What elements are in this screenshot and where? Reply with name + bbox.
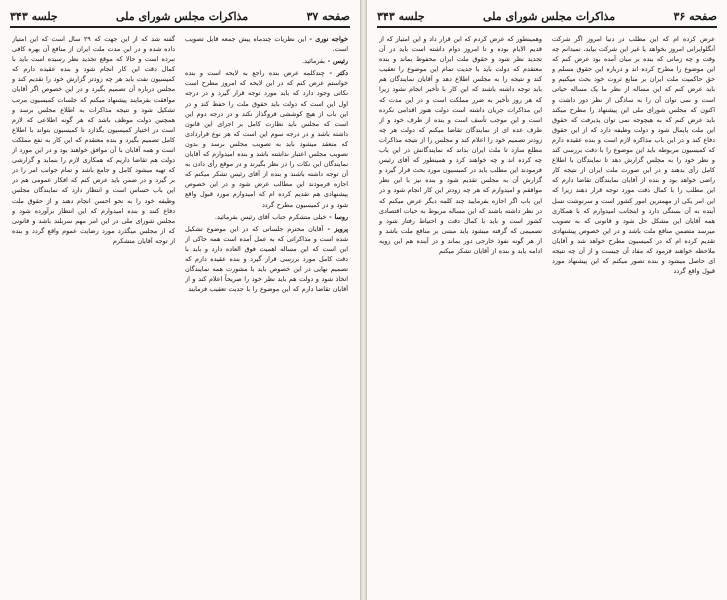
right-page-column-right — [552, 34, 715, 592]
paragraph — [12, 34, 175, 246]
paragraph-text: وهمینطور که عرض کردم که این قرار داد و این امتیاز که از قدیم الایام بوده و تا امروز دوام داشته است باید در آن تجدید نظر شود و حقوق ملت ایران محفوظ بماند و بنده معتقدم که دولت باید با جدیت تمام این موضوع را تعقیب کند و نتیجه را به مجلس اطلاع دهد و آقایان نمایندگان هم باید توجه داشته باشند که این کار با تأخیر انجام نشود زیرا که هر روز تأخیر به ضرر مملکت است و در این مدت که این مذاکرات جریان داشته است دولت هنوز اقدامی نکرده است و این موجب تأسف است و بنده از طرف خود و از طرف عده ای از نمایندگان تقاضا میکنم که دولت هر چه زودتر تصمیم خود را اعلام کند و مجلس را از نتیجه مذاکرات مطلع سازد تا ملت ایران بداند که نمایندگانش در این باب چه کرده اند و چه خواهند کرد و همینطور که آقای رئیس فرمودند این مطلب باید در کمیسیون مورد بحث قرار گیرد و گزارش آن به مجلس تقدیم شود و بنده نیز با این نظر موافقم و امیدوارم که هر چه زودتر این کار انجام شود و در این باب اگر اجازه بفرمایید چند کلمه دیگر عرض میکنم که در نظر داشته باشند که این مساله مربوط به حیات اقتصادی کشور است و باید با کمال دقت و احتیاط رفتار شود و تصمیمی که گرفته میشود باید مبتنی بر منافع ملت باشد و از هر گونه نفوذ خارجی دور بماند و در آینده هم این رویه ادامه یابد و بنده از آقایان تشکر میکنم — [379, 35, 542, 255]
left-page-column-left — [12, 34, 175, 592]
right-page-title: مذاکرات مجلس شورای ملی — [483, 9, 616, 23]
left-page-header — [10, 6, 350, 28]
paragraph-text: گفته شد که از این جهت که ۲۹ سال است که این امتیاز داده شده و در این مدت ملت ایران از منافع آن بهره کافی نبرده است و حالا که موقع تجدید نظر رسیده است باید با کمال دقت این کار انجام شود و بنده عقیده دارم که کمیسیون نفت باید هر چه زودتر گزارش خود را تقدیم کند و مجلس درباره آن تصمیم بگیرد و در این خصوص اگر آقایان موافقت بفرمایند پیشنهاد میکنم که جلسات کمیسیون مرتب تشکیل شود و نتیجه مذاکرات به اطلاع مجلس برسد و همچنین دولت موظف باشد که هر گونه اطلاعی که لازم است در اختیار کمیسیون بگذارد تا کمیسیون بتواند با اطلاع کامل تصمیم بگیرد و بنده معتقدم که این کار به نفع مملکت است و همه آقایان با آن موافق خواهند بود و در این مورد از دولت هم تقاضا داریم که همکاری لازم را بنماید و گزارشی که تهیه میشود کامل و جامع باشد و تمام جوانب امر را در بر گیرد و در ضمن باید عرض کنم که افکار عمومی هم در این باب حساس است و انتظار دارد که نمایندگان مجلس وظیفه خود را به نحو احسن انجام دهند و از حقوق ملت دفاع کنند و بنده امیدوارم که این انتظار برآورده شود و مجلس شورای ملی در این امر مهم سربلند باشد و قانونی که از مجلس میگذرد مورد رضایت عموم واقع گردد و بنده از توجه آقایان متشکرم — [12, 35, 175, 245]
speaker-name: روسا - — [326, 212, 348, 221]
speaker-name: رئیس - — [324, 57, 348, 66]
right-page — [366, 0, 727, 600]
right-page-session: جلسه ۳۴۳ — [377, 9, 425, 23]
paragraph — [185, 224, 348, 295]
left-page-column-right — [185, 34, 348, 592]
left-page — [0, 0, 361, 600]
left-page-title: مذاکرات مجلس شورای ملی — [116, 9, 249, 23]
paragraph — [379, 34, 542, 256]
left-page-columns — [12, 34, 348, 592]
speaker-name: خواجه نوری - — [306, 35, 348, 43]
paragraph-text: این نظریات چندماه پیش جمعه قابل تصویب است. — [185, 35, 348, 54]
paragraph-text: چندکلمه عرض بنده راجع به لایحه است و بنده خواستم عرض کنم که در این لایحه که امروز مطرح است نکاتی وجود دارد که باید مورد توجه قرار گیرد و در درجه اول این است که دولت باید حقوق ملت را حفظ کند و در این باب از هیچ کوششی فروگذار نکند و در درجه دوم این است که مجلس باید نظارت کامل بر اجرای این قانون داشته باشد و در درجه سوم این است که هر نوع قراردادی که منعقد میشود باید به تصویب مجلس برسد و بدون تصویب مجلس اعتبار نداشته باشد و بنده امیدوارم که آقایان نمایندگان این نکات را در نظر بگیرند و در موقع رأی دادن به آن توجه داشته باشند و بنده از آقای رئیس تشکر میکنم که اجازه فرمودند این مطالب عرض شود و در این خصوص پیشنهادی هم تقدیم کرده ام که امیدوارم مورد قبول واقع شود و در کمیسیون مطرح گردد — [185, 69, 348, 209]
paragraph — [185, 34, 348, 54]
paragraph — [185, 68, 348, 209]
paragraph-text: آقایان محترم جلساتی که در این موضوع تشکیل شده است و مذاکراتی که به عمل آمده است همه حاکی از این است که این مساله اهمیت فوق العاده دارد و باید با دقت کامل مورد بررسی قرار گیرد و بنده عقیده دارم که تصمیم نهایی در این خصوص باید با مشورت همه نمایندگان اتخاذ شود و دولت هم باید نظر خود را صریحاً اعلام کند و از آقایان تقاضا دارم که این موضوع را با جدیت تعقیب فرمایند — [185, 224, 348, 294]
paragraph-text: بفرمائید. — [301, 57, 325, 66]
paragraph — [185, 212, 348, 222]
left-page-number: صفحه ۳۷ — [306, 9, 350, 23]
paragraph — [185, 56, 348, 66]
speaker-name: دکتر - — [324, 69, 348, 78]
right-page-columns — [379, 34, 715, 592]
right-page-header — [377, 6, 717, 28]
speaker-name: پرویز - — [323, 224, 348, 233]
paragraph-text: خیلی متشکرم جناب آقای رئیس بفرمائید. — [214, 212, 327, 221]
right-page-column-left — [379, 34, 542, 592]
left-page-session: جلسه ۳۴۳ — [10, 9, 58, 23]
paragraph — [552, 34, 715, 276]
right-page-number: صفحه ۳۶ — [673, 9, 717, 23]
paragraph-text: عرض کرده ام که این مطلب در دنیا امروز اگر شرکت آنگلوایرانی امروز بخواهد یا غیر این شرکت بیاید، نمیدانم چه وقت و چه زمانی که بنده بر میان آمده بود عرض کنم که این موضوع را مطرح کرده اند و درباره این حقوق مسلم و حق حاکمیت ملت ایران بر منابع ثروت خود بحث میکنیم و باید عرض کنم که این مساله از نظر ما یک مساله حیاتی است و نمی توان آن را به سادگی از نظر دور داشت و اکنون که مجلس شورای ملی این پیشنهاد را مطرح میکند باید عرض کنم که به هیچوجه نمی توان پذیرفت که حقوق این ملت پایمال شود و دولت وظیفه دارد که از این حقوق دفاع کند و در این باب مذاکره لازم است و بنده عقیده دارم که کمیسیون مربوطه باید این موضوع را با دقت بررسی کند و نظر خود را به مجلس گزارش دهد تا نمایندگان با اطلاع کامل رأی بدهند و در این صورت ملت ایران از نتیجه کار راضی خواهد بود و بنده از آقایان نمایندگان تقاضا دارم که این مطلب را با کمال دقت مورد توجه قرار دهند زیرا که این امر یکی از مهمترین امور کشور است و سرنوشت نسل آینده به آن بستگی دارد و اینجانب امیدوارم که با همکاری همه آقایان این مشکل حل شود و قانونی که به تصویب میرسد متضمن منافع ملت باشد و در این خصوص پیشنهادی تقدیم کرده ام که در کمیسیون مطرح خواهد شد و آقایان ملاحظه خواهند فرمود که مفاد آن چیست و از آن چه نتیجه ای حاصل میشود و بنده تصور میکنم که این پیشنهاد مورد قبول واقع گردد — [552, 35, 715, 276]
